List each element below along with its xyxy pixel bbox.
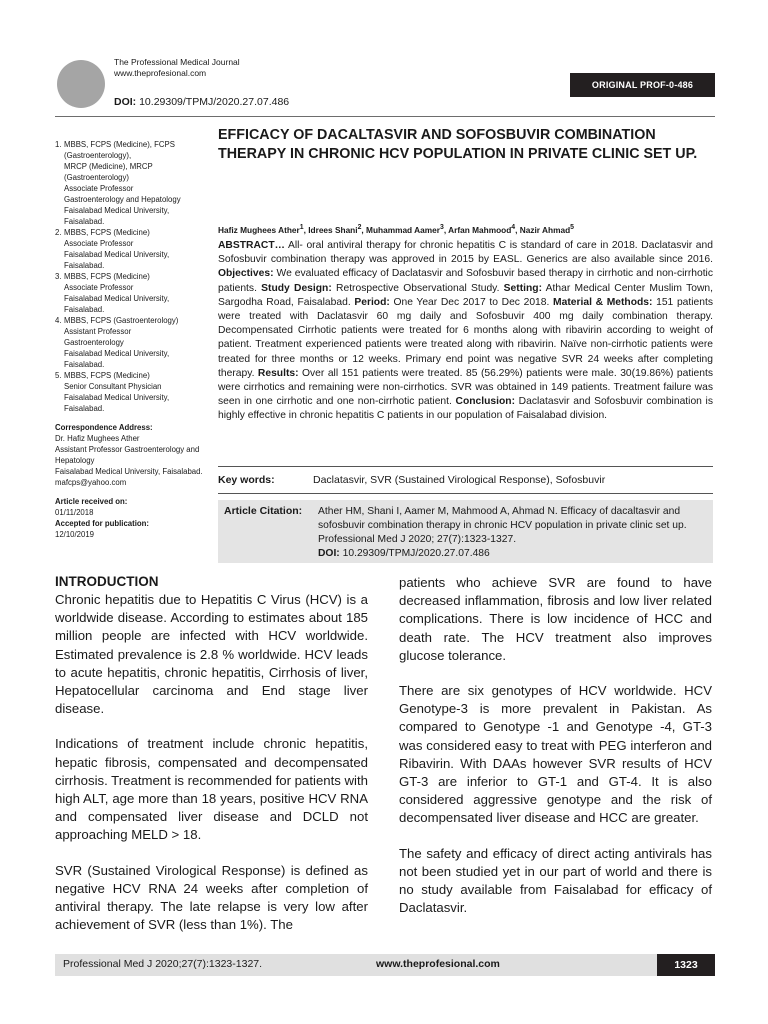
author-affiliation-mark: 4 bbox=[511, 224, 516, 231]
affiliation-line: Assistant Professor bbox=[64, 327, 132, 336]
correspondence-line: mafcps@yahoo.com bbox=[55, 478, 127, 487]
abstract-section-label: Study Design: bbox=[261, 282, 332, 294]
author-name: Arfan Mahmood bbox=[448, 224, 512, 235]
introduction-heading: INTRODUCTION bbox=[55, 574, 159, 589]
affiliation-line: MBBS, FCPS (Medicine), FCPS (Gastroenterology), bbox=[64, 140, 175, 160]
author-name: Hafiz Mughees Ather bbox=[218, 224, 300, 235]
affiliation-line: Associate Professor bbox=[64, 184, 134, 193]
abstract-section-label: Period: bbox=[354, 296, 390, 308]
abstract bbox=[218, 239, 713, 424]
correspondence-line: Faisalabad Medical University, Faisalabad. bbox=[55, 467, 203, 476]
affiliation-line: Faisalabad Medical University, Faisalabad. bbox=[64, 206, 170, 226]
affiliation-line: MRCP (Medicine), MRCP (Gastroenterology) bbox=[64, 162, 153, 182]
body-paragraph: Chronic hepatitis due to Hepatitis C Virus (HCV) is a worldwide disease. According to estimates about 185 million people are infected with HCV worldwide. Estimated prevalence is 2.8 % worldwide. HCV leads to acute hepatitis, chronic hepatitis, Cirrhosis of liver, Hepatocellular carcinoma and End stage liver disease. bbox=[55, 592, 368, 717]
abstract-section-label: Results: bbox=[257, 367, 299, 379]
author-affiliation-mark: 3 bbox=[439, 224, 444, 231]
citation-doi-label: DOI: bbox=[318, 548, 340, 559]
affiliation-line: Faisalabad Medical University, Faisalabad. bbox=[64, 250, 170, 270]
received-date: 01/11/2018 bbox=[55, 508, 94, 517]
author-name: Idrees Shani bbox=[308, 224, 358, 235]
abstract-section-text: We evaluated efficacy of Daclatasvir and Sofosbuvir based therapy in cirrhotic and non-cirrhotic patients. bbox=[218, 268, 713, 294]
affiliation-item bbox=[55, 271, 210, 315]
affiliation-number: 5. bbox=[55, 371, 62, 380]
abstract-section-label: ABSTRACT… bbox=[218, 240, 285, 251]
keywords-label: Key words: bbox=[218, 474, 275, 486]
abstract-section-label: Material & Methods: bbox=[553, 296, 653, 308]
affiliation-line: Faisalabad Medical University, Faisalabad. bbox=[64, 393, 170, 413]
abstract-section-text: All- oral antiviral therapy for chronic hepatitis C is standard of care in 2018. Daclatasvir and Sofosbuvir combination therapy was approved in 2015 by EASL. Generics are also available since 2016. bbox=[218, 240, 713, 266]
article-type-badge: ORIGINAL PROF-0-486 bbox=[570, 73, 715, 97]
affiliation-item bbox=[55, 227, 210, 271]
body-paragraph: patients who achieve SVR are found to have decreased inflammation, fibrosis and low liver related complications. There is low incidence of HCC and death rate. The HCV treatment also improves glucose tolerance. bbox=[399, 575, 712, 663]
correspondence-label: Correspondence Address: bbox=[55, 423, 153, 432]
doi-label: DOI: bbox=[114, 96, 137, 108]
author-list: Hafiz Mughees Ather$^1$, Idrees Shani$^2$, Muhammad Aamer$^3$, Arfan Mahmood$^4$, Nazir Ahmad$^5$ bbox=[218, 224, 574, 235]
accepted-label: Accepted for publication: bbox=[55, 519, 150, 528]
keywords: Daclatasvir, SVR (Sustained Virological Response), Sofosbuvir bbox=[313, 474, 606, 486]
abstract-section-text: 151 patients were treated with Daclatasvir 60 mg daily and Sofosbuvir 400 mg daily combination therapy. Decompensated Cirrhotic patients were treated for 6 months along with ribavirin according to weight of patient. Treatment experienced patients were treated along with ribavirin. Naïve non-cirrhotic patients were treated for three months or 12 weeks. Primary end point was negative SVR 24 weeks after completing therapy. bbox=[218, 296, 714, 379]
affiliation-line: MBBS, FCPS (Medicine) bbox=[64, 371, 150, 380]
body-paragraph: The safety and efficacy of direct acting antivirals has not been studied yet in our part of world and there is no study available from Faisalabad for efficacy of Daclatasvir. bbox=[399, 845, 712, 916]
sidebar bbox=[55, 139, 210, 540]
citation-text bbox=[318, 505, 708, 561]
affiliation-line: MBBS, FCPS (Gastroenterology) bbox=[64, 316, 179, 325]
affiliation-list bbox=[55, 139, 210, 414]
body-column-right bbox=[399, 574, 712, 934]
body-paragraph: There are six genotypes of HCV worldwide. HCV Genotype-3 is more prevalent in Pakistan. As compared to Genotype -1 and Genotype -4, GT-3 was considered easy to treat with PEG interferon and Ribavirin. With DAAs however SVR results of HCV GT-3 are inferior to GT-1 and GT-4. It is also considered aggressive genotype and the risk of decompensated liver disease and HCC are greater. bbox=[399, 683, 712, 826]
affiliation-line: Faisalabad Medical University, Faisalabad. bbox=[64, 349, 170, 369]
journal-url[interactable]: www.theprofesional.com bbox=[114, 68, 207, 78]
keywords-bottom-rule bbox=[218, 493, 713, 494]
correspondence-line: Assistant Professor Gastroenterology and Hepatology bbox=[55, 445, 200, 465]
abstract-section-text: Athar Medical Center Muslim Town, Sargodha Road, Faisalabad. bbox=[218, 282, 713, 308]
author-affiliation-mark: 5 bbox=[570, 224, 574, 231]
abstract-section-text: Daclatasvir and Sofosbuvir combination is highly effective in chronic hepatitis C patients in our population of Faisalabad division. bbox=[218, 396, 713, 422]
author-name: Nazir Ahmad bbox=[519, 224, 571, 235]
footer-website[interactable]: www.theprofesional.com bbox=[376, 958, 500, 970]
body-paragraph: SVR (Sustained Virological Response) is defined as negative HCV RNA 24 weeks after completion of antiviral therapy. The late relapse is very low after achievement of SVR (less than 1%). The bbox=[55, 862, 368, 933]
affiliation-line: Faisalabad Medical University, Faisalabad. bbox=[64, 294, 170, 314]
abstract-section-text: Retrospective Observational Study. bbox=[331, 282, 504, 294]
received-label: Article received on: bbox=[55, 497, 128, 506]
journal-name: The Professional Medical Journal bbox=[114, 57, 240, 67]
affiliation-number: 4. bbox=[55, 316, 62, 325]
abstract-section-label: Conclusion: bbox=[455, 396, 516, 408]
affiliation-line: Senior Consultant Physician bbox=[64, 382, 162, 391]
article-title: EFFICACY OF DACALTASVIR AND SOFOSBUVIR COMBINATION THERAPY IN CHRONIC HCV POPULATION IN PRIVATE CLINIC SET UP. bbox=[218, 127, 698, 162]
author-affiliation-mark: 1 bbox=[299, 224, 304, 231]
affiliation-line: MBBS, FCPS (Medicine) bbox=[64, 272, 150, 281]
affiliation-item bbox=[55, 370, 210, 414]
citation-doi: 10.29309/TPMJ/2020.27.07.486 bbox=[342, 548, 490, 559]
citation-body: Ather HM, Shani I, Aamer M, Mahmood A, Ahmad N. Efficacy of dacaltasvir and sofosbuvir combination therapy in chronic HCV population in private clinic set up. Professional Med J 2020; 27(7):1323-1327. bbox=[318, 506, 687, 545]
body-paragraph: Indications of treatment include chronic hepatitis, hepatic fibrosis, compensated and decompensated cirrhosis. Treatment is recommended for patients with high ALT, age more than 18 years, positive HCV RNA and compensated liver disease and DCLD not approaching MELD > 18. bbox=[55, 736, 368, 843]
header-doi[interactable] bbox=[114, 96, 289, 108]
affiliation-item bbox=[55, 139, 210, 227]
journal-logo bbox=[57, 60, 105, 108]
affiliation-line: Associate Professor bbox=[64, 239, 134, 248]
correspondence-address bbox=[55, 433, 210, 488]
abstract-section-text: One Year Dec 2017 to Dec 2018. bbox=[389, 296, 554, 308]
footer-citation: Professional Med J 2020;27(7):1323-1327. bbox=[63, 958, 263, 970]
affiliation-line: Gastroenterology bbox=[64, 338, 124, 347]
affiliation-number: 3. bbox=[55, 272, 62, 281]
author-name: Muhammad Aamer bbox=[366, 224, 440, 235]
affiliation-number: 2. bbox=[55, 228, 62, 237]
affiliation-number: 1. bbox=[55, 140, 62, 149]
abstract-section-label: Objectives: bbox=[218, 268, 274, 280]
citation-label: Article Citation: bbox=[224, 505, 303, 517]
keywords-top-rule bbox=[218, 466, 713, 467]
accepted-date: 12/10/2019 bbox=[55, 530, 95, 539]
affiliation-item bbox=[55, 315, 210, 370]
doi-value: 10.29309/TPMJ/2020.27.07.486 bbox=[139, 96, 290, 108]
affiliation-line: Gastroenterology and Hepatology bbox=[64, 195, 181, 204]
affiliation-line: MBBS, FCPS (Medicine) bbox=[64, 228, 150, 237]
affiliation-line: Associate Professor bbox=[64, 283, 134, 292]
abstract-section-label: Setting: bbox=[503, 282, 542, 294]
header-divider bbox=[55, 116, 715, 117]
abstract-section-text: Over all 151 patients were treated. 85 (56.29%) patients were male. 30(19.86%) patients were cirrhotics and remaining were non-cirrhotics. SVR was obtained in 149 patients. Treatment failure was seen in one cirrhotic and one non-cirrhotic patient. bbox=[218, 367, 713, 408]
page-number: 1323 bbox=[657, 954, 715, 976]
correspondence-line: Dr. Hafiz Mughees Ather bbox=[55, 434, 140, 443]
body-column-left bbox=[55, 591, 368, 951]
author-affiliation-mark: 2 bbox=[357, 224, 362, 231]
